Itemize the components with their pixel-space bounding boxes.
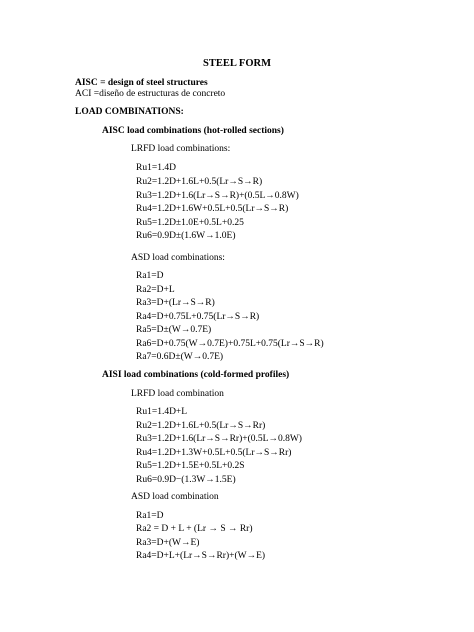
aisc-asd-combination: Ra7=0.6D±(W→0.7E) — [136, 352, 224, 362]
load-combinations-heading: LOAD COMBINATIONS: — [75, 107, 184, 117]
aisc-section-heading: AISC load combinations (hot-rolled sections) — [102, 126, 284, 136]
aisi-asd-combination: Ra1=D — [136, 511, 164, 521]
aisc-asd-combination: Ra6=D+0.75(W→0.7E)+0.75L+0.75(Lr→S→R) — [136, 339, 324, 349]
aisi-asd-combination: Ra3=D+(W→E) — [136, 538, 200, 548]
aisc-lrfd-label: LRFD load combinations: — [131, 144, 231, 154]
aisc-asd-combination: Ra1=D — [136, 271, 164, 281]
page-title: STEEL FORM — [203, 58, 271, 69]
aisi-lrfd-combination: Ru2=1.2D+1.6L+0.5(Lr→S→Rr) — [136, 421, 266, 431]
aisi-lrfd-combination: Ru6=0.9D−(1.3W→1.5E) — [136, 475, 236, 485]
aisi-asd-combination: Ra4=D+L+(Lr→S→Rr)+(W→E) — [136, 551, 266, 561]
aisi-lrfd-combination: Ru1=1.4D+L — [136, 407, 188, 417]
aisc-lrfd-combination: Ru3=1.2D+1.6(Lr→S→R)+(0.5L→0.8W) — [136, 191, 299, 201]
aisc-lrfd-combination: Ru5=1.2D±1.0E+0.5L+0.25 — [136, 218, 244, 228]
aisc-lrfd-combination: Ru4=1.2D+1.6W+0.5L+0.5(Lr→S→R) — [136, 204, 289, 214]
aisc-asd-combination: Ra4=D+0.75L+0.75(Lr→S→R) — [136, 312, 260, 322]
aisc-asd-combination: Ra5=D±(W→0.7E) — [136, 325, 212, 335]
aisi-asd-combination: Ra2 = D + L + (Lr → S → Rr) — [136, 524, 253, 534]
aisc-asd-label: ASD load combinations: — [131, 253, 225, 263]
aisi-asd-label: ASD load combination — [131, 492, 219, 502]
aisi-lrfd-combination: Ru3=1.2D+1.6(Lr→S→Rr)+(0.5L→0.8W) — [136, 434, 302, 444]
aisc-asd-combination: Ra3=D+(Lr→S→R) — [136, 298, 215, 308]
aisc-lrfd-combination: Ru2=1.2D+1.6L+0.5(Lr→S→R) — [136, 177, 263, 187]
aisi-section-heading: AISI load combinations (cold-formed profiles) — [102, 370, 290, 380]
aisc-asd-combination: Ra2=D+L — [136, 285, 175, 295]
aisc-definition: AISC = design of steel structures — [75, 78, 208, 88]
aisc-lrfd-combination: Ru6=0.9D±(1.6W→1.0E) — [136, 231, 236, 241]
aisi-lrfd-combination: Ru4=1.2D+1.3W+0.5L+0.5(Lr→S→Rr) — [136, 448, 292, 458]
aci-definition: ACI =diseño de estructuras de concreto — [75, 89, 226, 99]
aisi-lrfd-combination: Ru5=1.2D+1.5E+0.5L+0.2S — [136, 461, 245, 471]
aisi-lrfd-label: LRFD load combination — [131, 389, 224, 399]
aisc-lrfd-combination: Ru1=1.4D — [136, 163, 176, 173]
